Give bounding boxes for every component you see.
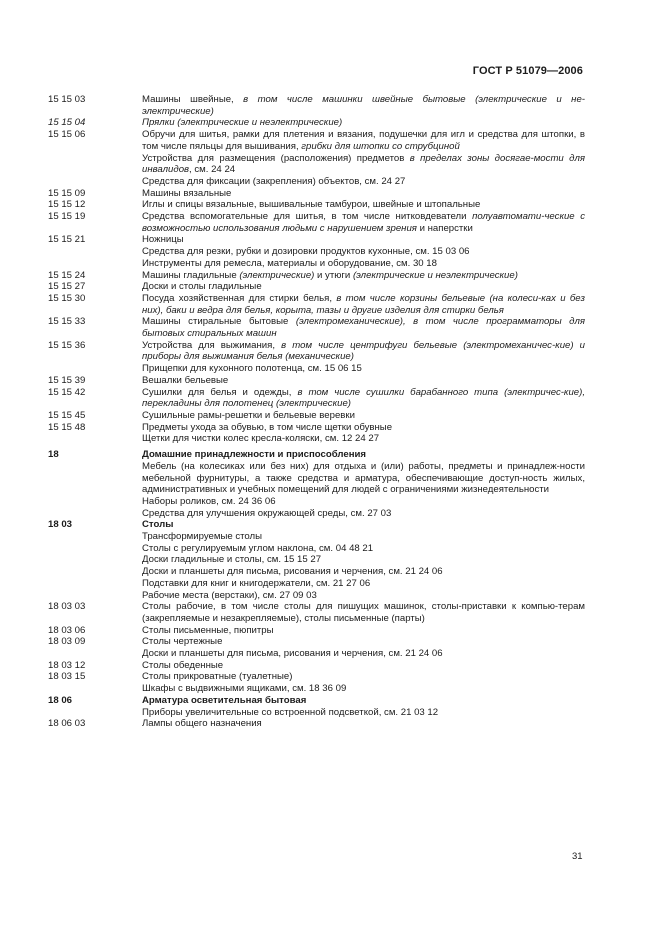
text-segment: Средства для резки, рубки и дозировки продуктов кухонные, см. 15 03 06: [142, 246, 470, 258]
italic-text-segment: в пределах зоны досягае-мости для инвалидов: [142, 152, 586, 176]
entry-row: [0, 636, 661, 648]
entry-row: [0, 590, 661, 602]
entry-text: [142, 117, 585, 129]
text-segment: Столы чертежные: [142, 636, 223, 648]
italic-text-segment: Прялки (электрические и неэлектрические): [142, 117, 343, 129]
entry-row: [0, 648, 661, 660]
text-segment: Сушилки для белья и одежды,: [142, 386, 298, 398]
entry-row: [0, 543, 661, 555]
text-segment: и утюги: [314, 269, 353, 281]
entry-text: [142, 94, 585, 117]
text-segment: Устройства для размещения (расположения) предметов: [142, 152, 410, 164]
text-segment: Предметы ухода за обувью, в том числе щетки обувные: [142, 421, 393, 433]
entry-text: [142, 543, 585, 555]
section-heading-row: [0, 519, 661, 531]
text-segment: Ножницы: [142, 234, 184, 246]
entry-text: [142, 211, 585, 234]
entry-text: [142, 153, 585, 176]
italic-text-segment: (электромеханические), в том числе программаторы для бытовых стиральных машин: [142, 316, 586, 340]
text-segment: Посуда хозяйственная для стирки белья,: [142, 292, 337, 304]
entry-text: [142, 410, 585, 422]
entry-text: [142, 293, 585, 316]
entry-text: [142, 363, 585, 375]
entry-row: [0, 496, 661, 508]
entry-row: [0, 683, 661, 695]
entry-code: 18 03 12: [48, 659, 86, 671]
entry-code: [0, 566, 142, 578]
entry-code: 15 15 09: [48, 187, 86, 199]
entry-code: 15 15 36: [48, 339, 86, 351]
entry-row: [0, 211, 661, 234]
text-segment: , см. 24 24: [189, 164, 236, 176]
entry-code: 15 15 19: [48, 211, 86, 223]
entry-code: 15 15 06: [48, 129, 86, 141]
text-segment: Машины стиральные бытовые: [142, 316, 296, 328]
text-segment: Столы рабочие, в том числе столы для пишущих машинок, столы-приставки к компью-терам (закрепляемые и незакрепляемые), столы письменные (парты): [142, 601, 585, 624]
entry-row: [0, 316, 661, 339]
entry-text: [142, 718, 585, 730]
entry-code: [0, 433, 142, 445]
text-segment: Домашние принадлежности и приспособления: [142, 449, 367, 461]
entry-row: [0, 246, 661, 258]
entry-text: [142, 375, 585, 387]
entry-text: [142, 671, 585, 683]
entry-row: [0, 601, 661, 624]
entry-code: 18 06 03: [48, 718, 86, 730]
entry-row: [0, 176, 661, 188]
text-segment: Доски гладильные и столы, см. 15 15 27: [142, 554, 322, 566]
italic-text-segment: (электрические и неэлектрические): [352, 269, 518, 281]
entry-row: [0, 566, 661, 578]
entry-row: [0, 281, 661, 293]
entry-code: 15 15 33: [48, 316, 86, 328]
text-segment: Машины вязальные: [142, 187, 232, 199]
entry-text: [142, 695, 585, 707]
italic-text-segment: в том числе сушилки барабанного типа (электричес-кие), перекладины для полотенец (электрические): [142, 386, 585, 410]
text-segment: Машины гладильные: [142, 269, 240, 281]
entry-text: [142, 270, 585, 282]
entry-code: [0, 508, 142, 520]
section-heading-row: [0, 695, 661, 707]
entry-row: [0, 660, 661, 672]
entry-text: [142, 554, 585, 566]
text-segment: Устройства для выжимания,: [142, 339, 282, 351]
entry-row: [0, 258, 661, 270]
entry-code: [0, 554, 142, 566]
entry-row: [0, 461, 661, 496]
entry-text: [142, 625, 585, 637]
text-segment: Лампы общего назначения: [142, 718, 262, 730]
entry-text: [142, 636, 585, 648]
entry-text: [142, 188, 585, 200]
entry-code: 15 15 42: [48, 386, 86, 398]
entry-text: [142, 601, 585, 624]
text-segment: Прищепки для кухонного полотенца, см. 15 06 15: [142, 363, 362, 375]
text-segment: Столы письменные, пюпитры: [142, 624, 274, 636]
entry-code: 18 03 15: [48, 671, 86, 683]
text-segment: Вешалки бельевые: [142, 374, 229, 386]
entry-row: [0, 554, 661, 566]
italic-text-segment: в том числе центрифуги бельевые (электромеханичес-кие) и приборы для выжимания белья (механические): [142, 339, 585, 363]
entry-row: [0, 199, 661, 211]
entry-text: [142, 660, 585, 672]
text-segment: Сушильные рамы-решетки и бельевые веревки: [142, 409, 355, 421]
text-segment: Рабочие места (верстаки), см. 27 09 03: [142, 589, 317, 601]
entry-text: [142, 258, 585, 270]
entry-row: [0, 531, 661, 543]
text-segment: Столы обеденные: [142, 659, 224, 671]
entry-code: 15 15 48: [48, 421, 86, 433]
entry-code: [0, 461, 142, 496]
entry-text: [142, 683, 585, 695]
italic-text-segment: полуавтомати-ческие с возможностью использования людьми с нарушением зрения: [142, 211, 585, 234]
entry-text: [142, 176, 585, 188]
entry-row: [0, 270, 661, 282]
entry-row: [0, 422, 661, 434]
entry-code: 15 15 03: [48, 94, 86, 105]
page-number: 31: [572, 851, 583, 862]
entry-text: [142, 519, 585, 531]
entry-row: [0, 363, 661, 375]
entry-row: [0, 234, 661, 246]
entry-text: [142, 129, 585, 152]
text-segment: Приборы увеличительные со встроенной подсветкой, см. 21 03 12: [142, 706, 439, 718]
entry-text: [142, 387, 585, 410]
entry-row: [0, 129, 661, 152]
entry-row: [0, 718, 661, 730]
entry-row: [0, 410, 661, 422]
entry-code: 15 15 30: [48, 292, 86, 304]
text-segment: Обручи для шитья, рамки для плетения и вязания, подушечки для игл и средства для штопки, в том числе пяльцы для вышивания,: [142, 129, 585, 152]
entry-row: [0, 117, 661, 129]
entry-code: 18 03 06: [48, 624, 86, 636]
entry-code: 15 15 39: [48, 374, 86, 386]
entry-text: [142, 648, 585, 660]
entry-row: [0, 293, 661, 316]
text-segment: и наперстки: [416, 222, 473, 234]
text-segment: Наборы роликов, см. 24 36 06: [142, 495, 276, 507]
entry-code: [0, 363, 142, 375]
italic-text-segment: в том числе корзины бельевые (на колеси-ках и без них), баки и ведра для белья, корыта, тазы и другие изделия для стирки белья: [142, 292, 585, 316]
text-segment: Средства для улучшения окружающей среды, см. 27 03: [142, 507, 392, 519]
text-segment: Доски и столы гладильные: [142, 281, 262, 293]
entry-row: [0, 433, 661, 445]
entry-code: [0, 543, 142, 555]
entry-code: 18 03: [48, 519, 73, 531]
entry-text: [142, 316, 585, 339]
entry-code: 18 06: [48, 694, 73, 706]
entry-code: [0, 258, 142, 270]
entry-text: [142, 707, 585, 719]
text-segment: Иглы и спицы вязальные, вышивальные тамбурои, швейные и штопальные: [142, 199, 481, 211]
entry-code: 18: [48, 449, 59, 461]
entry-text: [142, 508, 585, 520]
entry-text: [142, 566, 585, 578]
entry-row: [0, 188, 661, 200]
entry-text: [142, 461, 585, 496]
document-header: ГОСТ Р 51079—2006: [472, 65, 583, 77]
italic-text-segment: в том числе машинки швейные бытовые (электрические и не-электрические): [142, 94, 585, 117]
entry-code: [0, 176, 142, 188]
text-segment: Подставки для книг и книгодержатели, см. 21 27 06: [142, 577, 371, 589]
entry-text: [142, 433, 585, 445]
entry-code: [0, 578, 142, 590]
entry-code: 18 03 09: [48, 636, 86, 648]
entry-code: 15 15 12: [48, 199, 86, 211]
entry-text: [142, 449, 585, 461]
text-segment: Столы прикроватные (туалетные): [142, 671, 293, 683]
entry-text: [142, 422, 585, 434]
entry-code: 18 03 03: [48, 601, 86, 613]
text-segment: Щетки для чистки колес кресла-коляски, см. 12 24 27: [142, 433, 380, 445]
entry-row: [0, 153, 661, 176]
entry-row: [0, 94, 661, 117]
text-segment: Трансформируемые столы: [142, 531, 263, 543]
entry-row: [0, 340, 661, 363]
entry-row: [0, 671, 661, 683]
entry-code: 15 15 21: [48, 234, 86, 246]
entry-code: [0, 590, 142, 602]
entry-row: [0, 387, 661, 410]
entry-text: [142, 281, 585, 293]
entry-text: [142, 590, 585, 602]
entry-code: [0, 707, 142, 719]
text-segment: Средства вспомогательные для шитья, в том числе нитковдеватели: [142, 211, 473, 223]
entry-code: 15 15 04: [48, 117, 86, 129]
entry-code: [0, 496, 142, 508]
entry-text: [142, 199, 585, 211]
text-segment: Средства для фиксации (закрепления) объектов, см. 24 27: [142, 175, 406, 187]
text-segment: Машины швейные,: [142, 94, 244, 105]
entry-code: [0, 683, 142, 695]
entry-code: [0, 246, 142, 258]
text-segment: Столы: [142, 519, 174, 531]
entry-row: [0, 375, 661, 387]
entry-code: [0, 648, 142, 660]
text-segment: Инструменты для ремесла, материалы и оборудование, см. 30 18: [142, 257, 437, 269]
text-segment: Мебель (на колесиках или без них) для отдыха и (или) работы, предметы и принадлеж-ности мебельной фурнитуры, а также средства и арматура, обеспечивающие доступ-ность жилых, административных и учебных помещений для людей с ограничениями жизнедеятельности: [142, 460, 585, 496]
entry-text: [142, 531, 585, 543]
section-heading-row: [0, 449, 661, 461]
entry-text: [142, 246, 585, 258]
entry-code: [0, 153, 142, 176]
text-segment: Арматура осветительная бытовая: [142, 694, 307, 706]
italic-text-segment: (электрические): [239, 269, 315, 281]
entry-text: [142, 340, 585, 363]
text-segment: Столы с регулируемым углом наклона, см. 04 48 21: [142, 542, 374, 554]
entry-text: [142, 578, 585, 590]
text-segment: Доски и планшеты для письма, рисования и черчения, см. 21 24 06: [142, 648, 443, 660]
classification-list: [0, 94, 661, 730]
entry-row: [0, 578, 661, 590]
entry-code: [0, 531, 142, 543]
text-segment: Доски и планшеты для письма, рисования и черчения, см. 21 24 06: [142, 566, 443, 578]
entry-text: [142, 234, 585, 246]
entry-row: [0, 625, 661, 637]
text-segment: Шкафы с выдвижными ящиками, см. 18 36 09: [142, 683, 347, 695]
entry-code: 15 15 45: [48, 409, 86, 421]
entry-row: [0, 508, 661, 520]
entry-code: 15 15 27: [48, 281, 86, 293]
entry-row: [0, 707, 661, 719]
entry-text: [142, 496, 585, 508]
entry-code: 15 15 24: [48, 269, 86, 281]
italic-text-segment: грибки для штопки со струбциной: [301, 140, 460, 152]
